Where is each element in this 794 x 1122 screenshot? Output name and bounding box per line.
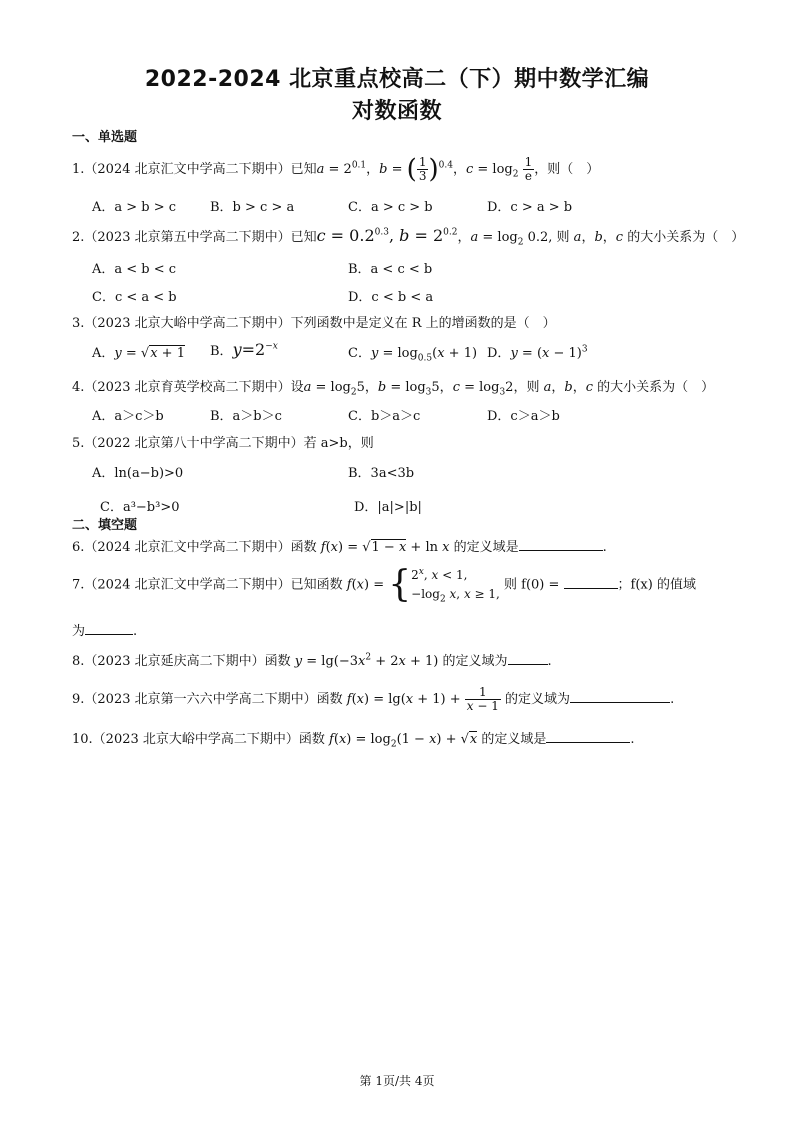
question-8-text: 8.（2023 北京延庆高二下期中）函数 — [72, 654, 291, 669]
question-7-mid2: ；f(x) 的值域 — [617, 577, 696, 593]
question-9-tail: 的定义域为 — [505, 692, 571, 707]
q5-option-a[interactable]: A．ln(a−b)>0 — [92, 466, 184, 481]
q5-option-b[interactable]: B．3a<3b — [348, 466, 415, 481]
q3-option-a-label: A． — [92, 346, 115, 361]
q4-option-a[interactable]: A．a＞c＞b — [92, 409, 164, 424]
question-10-text: 10.（2023 北京大峪中学高二下期中）函数 — [72, 732, 325, 747]
question-3: 3.（2023 北京大峪中学高二下期中）下列函数中是定义在 R 上的增函数的是（ ） — [72, 316, 556, 331]
q1-option-c[interactable]: C．a > c > b — [348, 200, 433, 215]
q2-option-a[interactable]: A．a < b < c — [92, 262, 177, 277]
question-4: 4.（2023 北京育英学校高二下期中）设$a = \log_25$，$b = \log_35$，$c = \log_32$，则 a，b，c 的大小关系为（ ） — [72, 380, 715, 398]
q5-option-c[interactable]: C．a³−b³>0 — [100, 500, 180, 515]
question-9: 9.（2023 北京第一六六中学高二下期中）函数 f(x) = lg(x + 1) + $\frac{1}{x - 1}$ 的定义域为 . — [72, 685, 675, 713]
question-1: 1.（2024 北京汇文中学高二下期中）已知$a = 2^{0.1}$，b = ( $\frac{1}{3}$ )$^{0.4}$，$c = \log_2$ $\frac{1}{e}$ ，则（ ） — [72, 154, 600, 185]
q3-option-c[interactable]: C．$y = \log_{0.5}(x + 1)$ — [348, 346, 478, 364]
question-10: 10.（2023 北京大峪中学高二下期中）函数 $f(x) = \log_2(1 - x) + √x$ 的定义域是 . — [72, 732, 635, 750]
question-5: 5.（2022 北京第八十中学高二下期中）若 a>b，则 — [72, 436, 374, 451]
document-subtitle: 对数函数 — [351, 99, 442, 124]
q4-option-b[interactable]: B．a＞b＞c — [210, 409, 282, 424]
question-6: 6.（2024 北京汇文中学高二下期中）函数 f(x) = √1 − x + ln x 的定义域是 . — [72, 540, 607, 555]
page-number: 第 1页/共 4页 — [359, 1074, 435, 1088]
question-2: 2.（2023 北京第五中学高二下期中）已知$c = 0.2^{0.3}$, $b = 2^{0.2}$，$a = \log_2 0.2$, 则 a，b，c 的大小关系为（ ） — [72, 226, 745, 248]
q9-answer-blank[interactable] — [570, 701, 670, 703]
question-1-text: 1.（2024 北京汇文中学高二下期中）已知 — [72, 162, 317, 177]
q7-answer-blank-1[interactable] — [564, 587, 618, 589]
q3-option-d[interactable]: D．$y = (x - 1)^3$ — [487, 344, 588, 361]
question-4-text: 4.（2023 北京育英学校高二下期中）设 — [72, 380, 304, 395]
question-10-tail: 的定义域是 — [481, 732, 547, 747]
question-6-tail: 的定义域是 — [453, 540, 519, 555]
q2-option-c[interactable]: C．c < a < b — [92, 290, 177, 305]
section-heading-fill-blank: 二、填空题 — [72, 518, 138, 533]
q8-answer-blank[interactable] — [508, 663, 548, 665]
question-8: 8.（2023 北京延庆高二下期中）函数 $y = \lg(-3x^2 + 2x + 1)$ 的定义域为 . — [72, 652, 552, 669]
q1-option-b[interactable]: B．b > c > a — [210, 200, 295, 215]
q2-option-b[interactable]: B．a < c < b — [348, 262, 433, 277]
question-2-tail: 的大小关系为（ ） — [627, 230, 745, 245]
q7-answer-blank-2[interactable] — [85, 633, 133, 635]
question-1-tail: ，则（ ） — [534, 162, 600, 177]
question-6-text: 6.（2024 北京汇文中学高二下期中）函数 — [72, 540, 317, 555]
question-7-line2-text: 为 — [72, 624, 86, 639]
question-7-text: 7.（2024 北京汇文中学高二下期中）已知函数 — [72, 577, 343, 593]
q5-option-d[interactable]: D．|a|>|b| — [354, 500, 422, 515]
question-2-text: 2.（2023 北京第五中学高二下期中）已知 — [72, 230, 317, 245]
q3-option-b[interactable]: B．$y=2^{-x}$ — [210, 340, 278, 359]
question-7-mid: 则 f(0) = — [504, 577, 560, 593]
section-heading-single-choice: 一、单选题 — [72, 130, 138, 145]
q6-answer-blank[interactable] — [519, 549, 603, 551]
q2-option-d[interactable]: D．c < b < a — [348, 290, 434, 305]
question-9-text: 9.（2023 北京第一六六中学高二下期中）函数 — [72, 692, 343, 707]
question-7: 7.（2024 北京汇文中学高二下期中）已知函数 f(x) = { 2$^x$, x < 1, $-\log_2$ x, x ≥ 1, 则 f(0) = ；f(x) 的值域 — [72, 564, 696, 605]
question-4-tail: 的大小关系为（ ） — [597, 380, 715, 395]
q4-option-d[interactable]: D．c＞a＞b — [487, 409, 560, 424]
q4-option-c[interactable]: C．b＞a＞c — [348, 409, 421, 424]
q3-option-d-label: D． — [487, 346, 511, 361]
question-8-tail: 的定义域为 — [442, 654, 508, 669]
q1-option-d[interactable]: D．c > a > b — [487, 200, 573, 215]
q10-answer-blank[interactable] — [546, 741, 630, 743]
question-7-line2: 为 . — [72, 624, 138, 639]
q1-option-a[interactable]: A．a > b > c — [92, 200, 177, 215]
document-title: 2022-2024 北京重点校高二（下）期中数学汇编 — [144, 67, 650, 92]
q3-option-a[interactable]: A．y = √x + 1 — [92, 346, 185, 361]
q3-option-b-label: B． — [210, 344, 233, 359]
q3-option-c-label: C． — [348, 346, 371, 361]
